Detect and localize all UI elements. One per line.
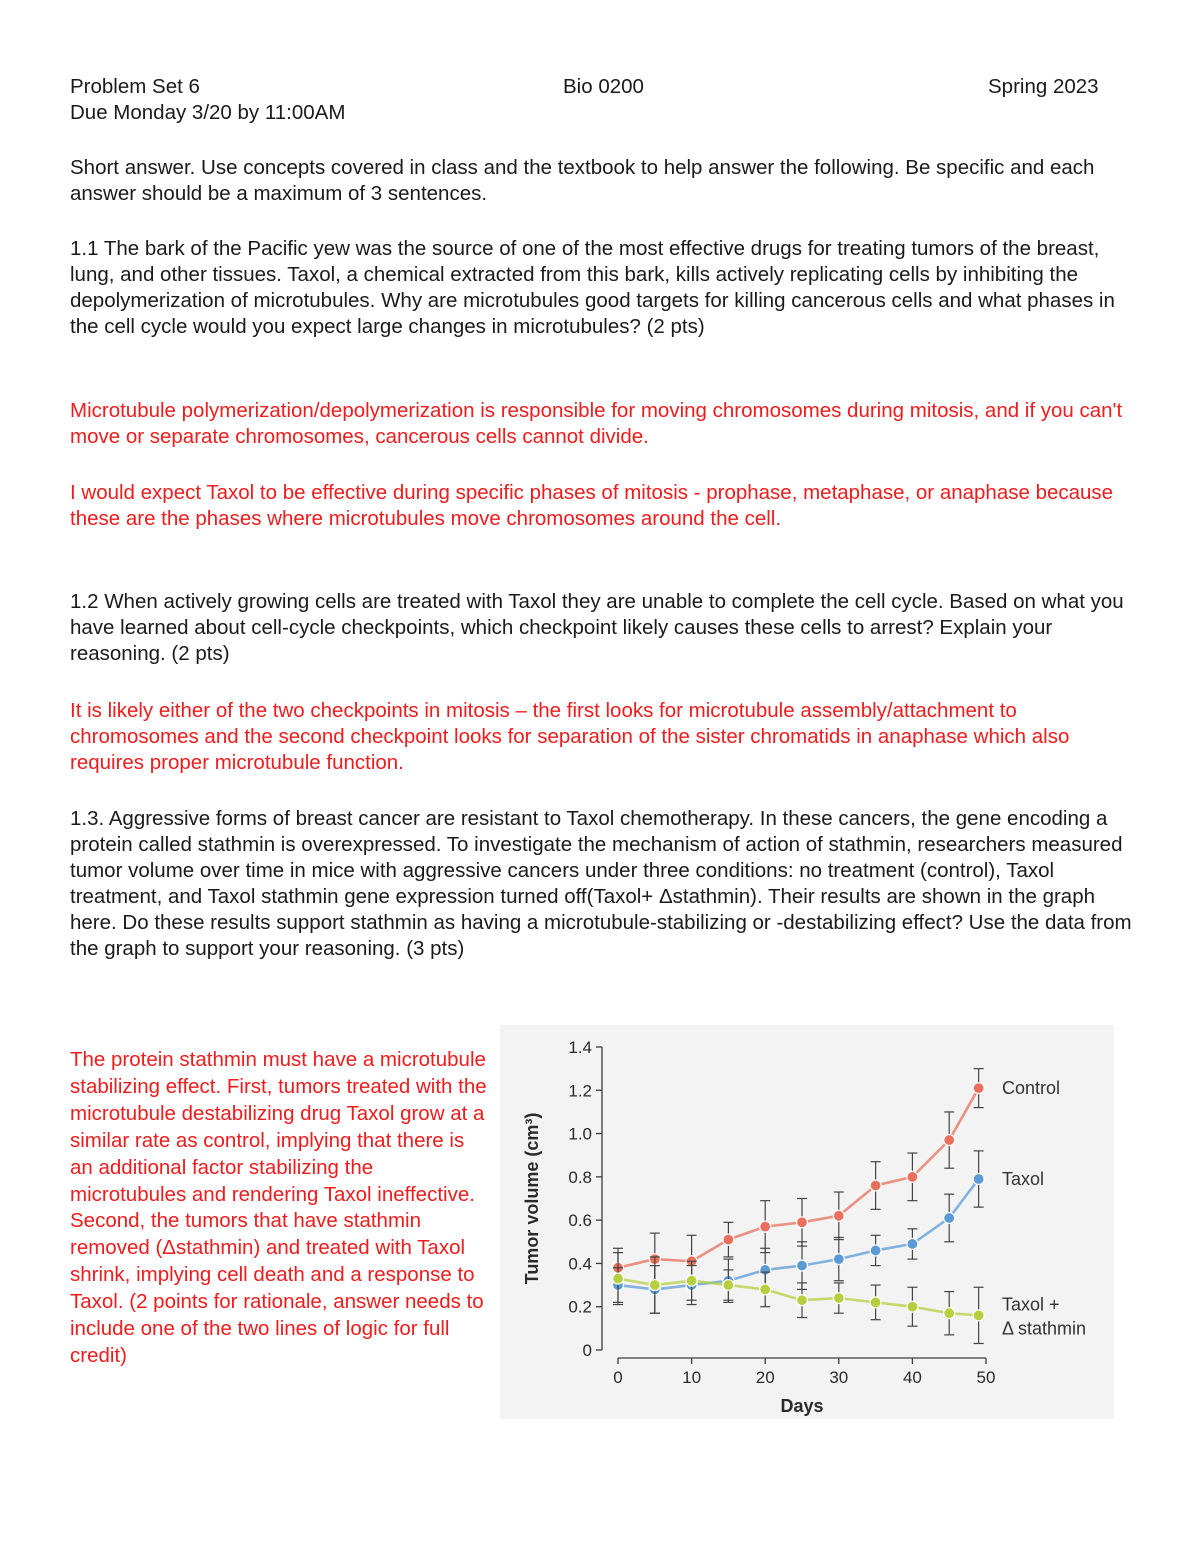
data-point: [870, 1180, 881, 1191]
chart-labels: [1002, 1078, 1086, 1338]
data-point: [973, 1310, 984, 1321]
data-point: [973, 1083, 984, 1094]
question-1-1: 1.1 The bark of the Pacific yew was the source of one of the most effective drugs for treating tumors of the breast, lung, and other tissues. Taxol, a chemical extracted from this bark, kills actively replicating cells by inhibiting the depolymerization of microtubules. Why are microtubules good targets for killing cancerous cells and what phases in the cell cycle would you expect large changes in microtubules? (2 pts): [70, 237, 1115, 338]
data-point: [649, 1280, 660, 1291]
y-tick-label: 0.2: [568, 1297, 592, 1317]
x-tick-label: 40: [902, 1368, 922, 1387]
data-point: [907, 1238, 918, 1249]
series-0: [613, 1069, 985, 1288]
data-point: [833, 1254, 844, 1265]
tumor-volume-chart-svg: [500, 1025, 1114, 1419]
data-point: [833, 1210, 844, 1221]
data-point: [870, 1297, 881, 1308]
y-axis-title: Tumor volume (cm³): [522, 1112, 542, 1285]
series-label: Taxol +: [1002, 1294, 1060, 1315]
data-point: [797, 1295, 808, 1306]
data-point: [907, 1171, 918, 1182]
answer-1-1-part-1: Microtubule polymerization/depolymerization is responsible for moving chromosomes during mitosis, and if you can't move or separate chromosomes, cancerous cells cannot divide.: [70, 399, 1123, 448]
data-point: [973, 1174, 984, 1185]
series-label: Δ stathmin: [1002, 1318, 1087, 1339]
data-point: [760, 1221, 771, 1232]
y-tick-label: 0.4: [568, 1254, 592, 1274]
y-tick-label: 1.4: [568, 1038, 592, 1057]
header-course-set: Problem Set 6: [70, 75, 200, 98]
data-point: [833, 1293, 844, 1304]
data-point: [760, 1284, 771, 1295]
answer-1-3: The protein stathmin must have a microtubule stabilizing effect. First, tumors treated with the microtubule destabilizing drug Taxol grow at a similar rate as control, implying that there is an additional factor stabilizing the microtubules and rendering Taxol ineffective. Second, the tumors that have stathmin removed (Δstathmin) and treated with Taxol shrink, implying cell death and a response to Taxol. (2 points for rationale, answer needs to include one of the two lines of logic for full credit): [70, 1048, 487, 1367]
data-point: [944, 1135, 955, 1146]
x-tick-label: 30: [829, 1368, 849, 1387]
y-tick-label: 0.6: [568, 1211, 592, 1231]
data-point: [686, 1275, 697, 1286]
header-due-date: Due Monday 3/20 by 11:00AM: [70, 101, 346, 124]
header-term: Spring 2023: [988, 75, 1099, 98]
y-tick-label: 0.8: [568, 1167, 592, 1187]
data-point: [797, 1217, 808, 1228]
answer-1-1-part-2: I would expect Taxol to be effective during specific phases of mitosis - prophase, metaphase, or anaphase because these are the phases where microtubules move chromosomes around the cell.: [70, 481, 1114, 530]
series-label: Taxol: [1002, 1169, 1045, 1190]
data-point: [723, 1234, 734, 1245]
x-axis-title: Days: [780, 1396, 824, 1416]
header-course-code: Bio 0200: [563, 75, 644, 98]
answer-1-2: It is likely either of the two checkpoints in mitosis – the first looks for microtubule assembly/attachment to chromosomes and the second checkpoint looks for separation of the sister chromatids in anaphase which also requires proper microtubule function.: [70, 699, 1070, 774]
series-label: Control: [1002, 1078, 1061, 1099]
y-tick-label: 1.2: [568, 1081, 592, 1101]
intro-instructions: Short answer. Use concepts covered in class and the textbook to help answer the following. Be specific and each answer should be a maximum of 3 sentences.: [70, 156, 1095, 205]
series-line: [618, 1179, 979, 1289]
series-line: [618, 1088, 979, 1268]
data-point: [944, 1308, 955, 1319]
data-point: [797, 1260, 808, 1271]
chart-axes: [522, 1038, 995, 1416]
data-point: [723, 1280, 734, 1291]
data-point: [907, 1301, 918, 1312]
x-tick-label: 10: [682, 1368, 702, 1387]
chart-series: [613, 1069, 985, 1344]
data-point: [613, 1273, 624, 1284]
x-tick-label: 50: [976, 1368, 996, 1387]
question-1-3: 1.3. Aggressive forms of breast cancer are resistant to Taxol chemotherapy. In these cancers, the gene encoding a protein called stathmin is overexpressed. To investigate the mechanism of action of stathmin, researchers measured tumor volume over time in mice with aggressive cancers under three conditions: no treatment (control), Taxol treatment, and Taxol stathmin gene expression turned off(Taxol+ Δstathmin). Their results are shown in the graph here. Do these results support stathmin as having a microtubule-stabilizing or -destabilizing effect? Use the data from the graph to support your reasoning. (3 pts): [70, 807, 1132, 960]
x-tick-label: 20: [755, 1368, 775, 1387]
question-1-2: 1.2 When actively growing cells are treated with Taxol they are unable to complete the cell cycle. Based on what you have learned about cell-cycle checkpoints, which checkpoint likely causes these cells to arrest? Explain your reasoning. (2 pts): [70, 590, 1124, 665]
tumor-volume-chart: [500, 1025, 1114, 1419]
x-tick-label: 0: [613, 1368, 623, 1387]
series-1: [613, 1151, 985, 1313]
data-point: [944, 1212, 955, 1223]
y-tick-label: 0: [582, 1341, 592, 1360]
data-point: [870, 1245, 881, 1256]
y-tick-label: 1.0: [568, 1124, 592, 1144]
